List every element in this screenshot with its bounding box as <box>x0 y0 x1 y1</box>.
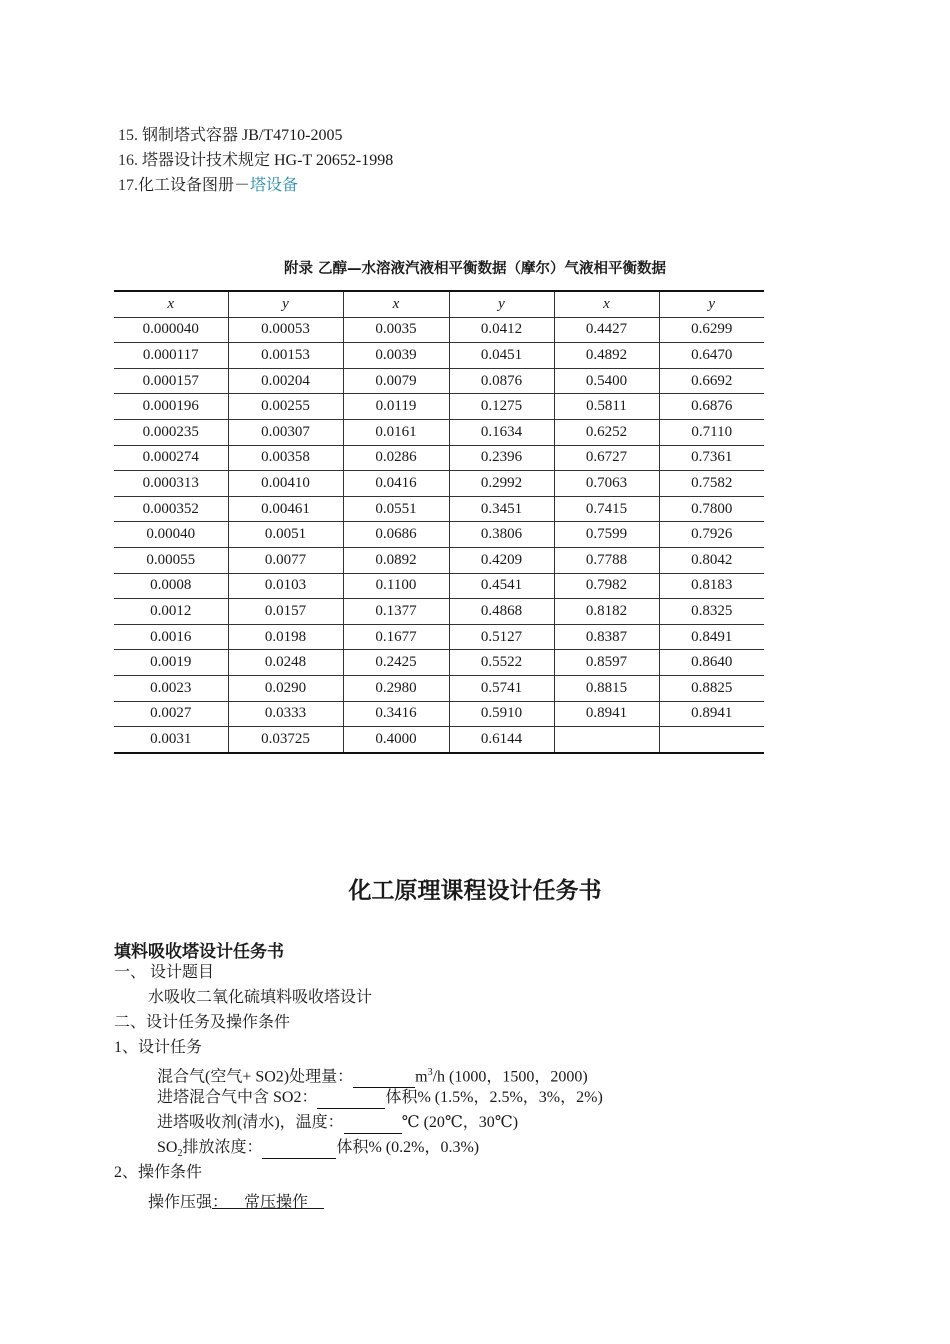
table-cell: 0.0051 <box>228 522 343 548</box>
item-options: ℃ (20℃，30℃) <box>401 1114 519 1131</box>
table-cell: 0.0412 <box>449 317 554 343</box>
table-cell: 0.0551 <box>343 496 449 522</box>
reference-text: 化工设备图册－ <box>138 177 251 194</box>
table-cell: 0.4892 <box>554 343 659 369</box>
operating-pressure <box>148 1193 324 1213</box>
table-cell: 0.00410 <box>228 471 343 497</box>
table-cell: 0.8183 <box>659 573 764 599</box>
table-cell: 0.1634 <box>449 419 554 445</box>
table-cell: 0.7361 <box>659 445 764 471</box>
table-cell: 0.2980 <box>343 675 449 701</box>
table-cell: 0.1377 <box>343 599 449 625</box>
table-cell: 0.4209 <box>449 547 554 573</box>
item-label: 进塔混合气中含 SO2： <box>157 1089 318 1106</box>
subsection-1-label: 1、设计任务 <box>114 1039 203 1056</box>
reference-number: 15. <box>118 127 138 144</box>
item-unit-superscript: 3 <box>427 1067 433 1078</box>
table-cell: 0.0012 <box>114 599 228 625</box>
table-cell: 0.0016 <box>114 624 228 650</box>
table-row <box>114 394 764 420</box>
table-cell: 0.0290 <box>228 675 343 701</box>
table-row <box>114 547 764 573</box>
table-cell: 0.5127 <box>449 624 554 650</box>
table-cell: 0.0892 <box>343 547 449 573</box>
table-cell <box>659 727 764 753</box>
table-cell: 0.5811 <box>554 394 659 420</box>
table-cell: 0.5741 <box>449 675 554 701</box>
fill-blank[interactable] <box>262 1138 336 1159</box>
table-cell: 0.8941 <box>554 701 659 727</box>
table-cell: 0.000352 <box>114 496 228 522</box>
task-item-absorbent-temp <box>157 1113 518 1134</box>
table-cell: 0.1677 <box>343 624 449 650</box>
table-cell: 0.0103 <box>228 573 343 599</box>
table-cell: 0.00153 <box>228 343 343 369</box>
table-cell: 0.0035 <box>343 317 449 343</box>
table-cell: 0.0286 <box>343 445 449 471</box>
item-label: 排放浓度： <box>182 1139 263 1156</box>
table-caption: 附录 乙醇—水溶液汽液相平衡数据（摩尔）气液相平衡数据 <box>283 261 667 277</box>
table-cell: 0.8387 <box>554 624 659 650</box>
table-cell: 0.7599 <box>554 522 659 548</box>
table-cell: 0.8825 <box>659 675 764 701</box>
table-row <box>114 701 764 727</box>
task-item-so2-emission <box>157 1138 479 1164</box>
section-1-label: 一、 设计题目 <box>114 964 215 981</box>
table-cell: 0.3451 <box>449 496 554 522</box>
table-cell: 0.7110 <box>659 419 764 445</box>
table-cell: 0.0039 <box>343 343 449 369</box>
fill-blank[interactable] <box>353 1067 415 1088</box>
table-row <box>114 317 764 343</box>
item-options: /h (1000，1500，2000) <box>432 1068 588 1086</box>
reference-number: 16. <box>118 152 138 169</box>
table-cell: 0.5400 <box>554 368 659 394</box>
item-label: 操作压强 <box>148 1194 213 1211</box>
equilibrium-table <box>114 290 764 754</box>
table-cell: 0.8042 <box>659 547 764 573</box>
table-cell: 0.0333 <box>228 701 343 727</box>
column-header: x <box>554 291 659 317</box>
table-cell: 0.6727 <box>554 445 659 471</box>
column-header: y <box>228 291 343 317</box>
table-cell: 0.7982 <box>554 573 659 599</box>
table-cell: 0.2396 <box>449 445 554 471</box>
table-row <box>114 419 764 445</box>
item-options: 体积% (0.2%，0.3%) <box>336 1139 480 1156</box>
column-header: x <box>114 291 228 317</box>
table-cell: 0.0019 <box>114 650 228 676</box>
table-cell: 0.3806 <box>449 522 554 548</box>
item-label: 进塔吸收剂(清水)，温度： <box>157 1114 344 1131</box>
table-row <box>114 624 764 650</box>
table-cell: 0.6692 <box>659 368 764 394</box>
item-label: SO <box>157 1139 178 1156</box>
reference-number: 17. <box>118 177 138 194</box>
table-cell: 0.5522 <box>449 650 554 676</box>
reference-text: 塔器设计技术规定 HG-T 20652-1998 <box>142 152 394 169</box>
table-cell: 0.0119 <box>343 394 449 420</box>
page-title: 化工原理课程设计任务书 <box>348 878 602 904</box>
table-cell: 0.0198 <box>228 624 343 650</box>
table-cell: 0.00307 <box>228 419 343 445</box>
table-cell: 0.0027 <box>114 701 228 727</box>
table-cell: 0.000157 <box>114 368 228 394</box>
table-cell: 0.1100 <box>343 573 449 599</box>
column-header: x <box>343 291 449 317</box>
table-row <box>114 522 764 548</box>
table-cell: 0.7788 <box>554 547 659 573</box>
table-cell: 0.4427 <box>554 317 659 343</box>
table-row <box>114 471 764 497</box>
table-cell: 0.8815 <box>554 675 659 701</box>
table-cell: 0.000235 <box>114 419 228 445</box>
table-cell: 0.00055 <box>114 547 228 573</box>
subsection-2-label: 2、操作条件 <box>114 1164 203 1181</box>
table-row <box>114 573 764 599</box>
item-label: 混合气(空气+ SO2)处理量： <box>157 1068 354 1086</box>
reference-text: 钢制塔式容器 JB/T4710-2005 <box>142 127 343 144</box>
table-cell: 0.00040 <box>114 522 228 548</box>
column-header: y <box>659 291 764 317</box>
table-row <box>114 675 764 701</box>
item-subscript: 2 <box>177 1148 183 1160</box>
table-cell: 0.6144 <box>449 727 554 753</box>
table-cell: 0.0876 <box>449 368 554 394</box>
table-row <box>114 650 764 676</box>
table-cell: 0.8182 <box>554 599 659 625</box>
fill-blank[interactable] <box>344 1113 402 1134</box>
table-cell: 0.4868 <box>449 599 554 625</box>
section-heading: 填料吸收塔设计任务书 <box>114 942 284 962</box>
table-cell: 0.0008 <box>114 573 228 599</box>
table-cell: 0.8325 <box>659 599 764 625</box>
table-cell: 0.8491 <box>659 624 764 650</box>
table-cell: 0.8597 <box>554 650 659 676</box>
table-row <box>114 445 764 471</box>
table-cell: 0.000274 <box>114 445 228 471</box>
section-2-label: 二、设计任务及操作条件 <box>114 1014 291 1031</box>
table-cell: 0.0077 <box>228 547 343 573</box>
table-cell: 0.2992 <box>449 471 554 497</box>
table-cell: 0.6470 <box>659 343 764 369</box>
operating-pressure-value: ： 常压操作 <box>212 1194 325 1211</box>
table-header-row <box>114 291 764 317</box>
table-cell: 0.6299 <box>659 317 764 343</box>
item-unit: m <box>415 1068 428 1086</box>
table-cell: 0.1275 <box>449 394 554 420</box>
table-cell: 0.0161 <box>343 419 449 445</box>
task-item-gas-flow <box>157 1063 588 1088</box>
table-cell: 0.7926 <box>659 522 764 548</box>
table-cell: 0.4000 <box>343 727 449 753</box>
table-cell: 0.0031 <box>114 727 228 753</box>
table-cell: 0.00053 <box>228 317 343 343</box>
table-cell: 0.7415 <box>554 496 659 522</box>
section-1-content: 水吸收二氧化硫填料吸收塔设计 <box>148 989 373 1006</box>
reference-15 <box>118 126 342 146</box>
table-cell: 0.7800 <box>659 496 764 522</box>
item-options: 体积% (1.5%，2.5%，3%，2%) <box>385 1089 603 1106</box>
task-item-so2-content <box>157 1088 603 1109</box>
table-cell: 0.2425 <box>343 650 449 676</box>
table-cell: 0.000196 <box>114 394 228 420</box>
table-cell <box>554 727 659 753</box>
table-cell: 0.3416 <box>343 701 449 727</box>
table-row <box>114 368 764 394</box>
table-cell: 0.0023 <box>114 675 228 701</box>
table-cell: 0.000117 <box>114 343 228 369</box>
table-cell: 0.0157 <box>228 599 343 625</box>
table-cell: 0.8640 <box>659 650 764 676</box>
table-cell: 0.0686 <box>343 522 449 548</box>
table-cell: 0.8941 <box>659 701 764 727</box>
table-cell: 0.00461 <box>228 496 343 522</box>
table-cell: 0.0451 <box>449 343 554 369</box>
fill-blank[interactable] <box>317 1088 385 1109</box>
table-cell: 0.7063 <box>554 471 659 497</box>
table-row <box>114 727 764 753</box>
table-cell: 0.0248 <box>228 650 343 676</box>
table-cell: 0.00358 <box>228 445 343 471</box>
reference-link[interactable]: 塔设备 <box>250 177 299 194</box>
table-cell: 0.000040 <box>114 317 228 343</box>
table-cell: 0.6876 <box>659 394 764 420</box>
column-header: y <box>449 291 554 317</box>
reference-16 <box>118 151 393 171</box>
table-cell: 0.4541 <box>449 573 554 599</box>
table-cell: 0.6252 <box>554 419 659 445</box>
table-cell: 0.0079 <box>343 368 449 394</box>
reference-17 <box>118 176 298 196</box>
table-row <box>114 343 764 369</box>
table-row <box>114 599 764 625</box>
table-cell: 0.00204 <box>228 368 343 394</box>
table-cell: 0.5910 <box>449 701 554 727</box>
table-cell: 0.000313 <box>114 471 228 497</box>
table-row <box>114 496 764 522</box>
table-cell: 0.7582 <box>659 471 764 497</box>
table-cell: 0.0416 <box>343 471 449 497</box>
table-cell: 0.03725 <box>228 727 343 753</box>
table-cell: 0.00255 <box>228 394 343 420</box>
